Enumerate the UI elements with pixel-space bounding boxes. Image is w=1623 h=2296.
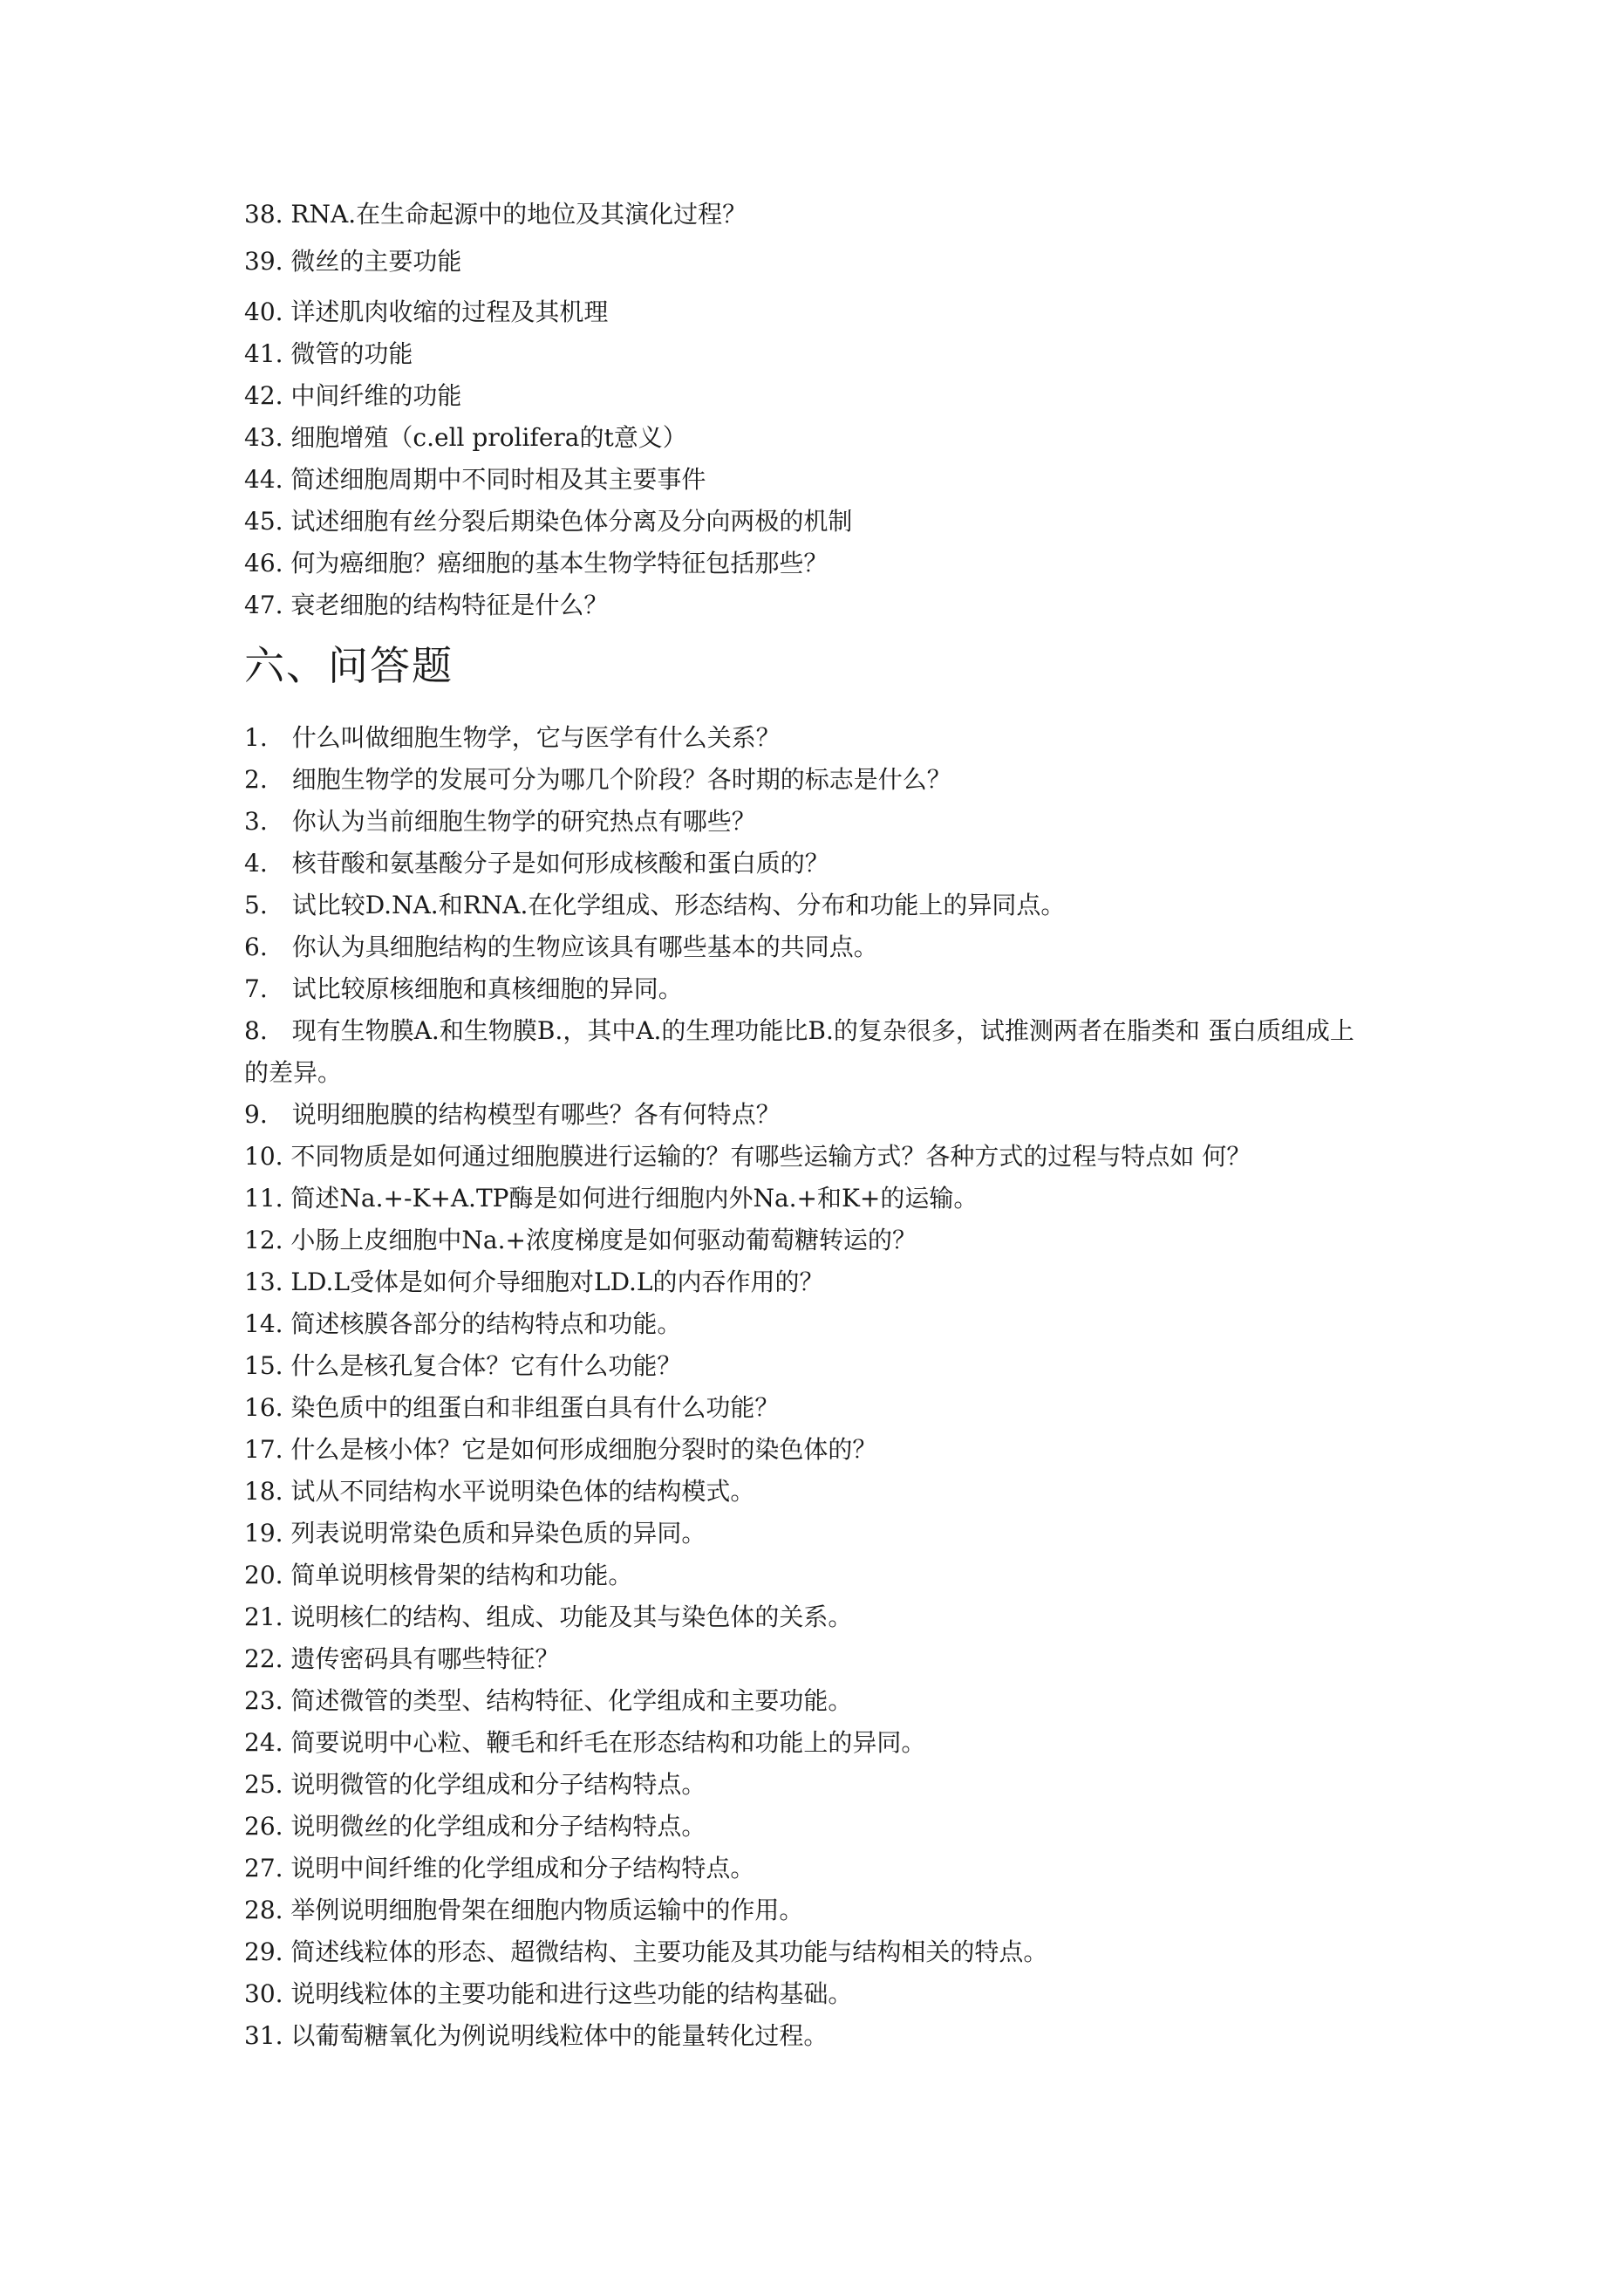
list-item: 39. 微丝的主要功能 xyxy=(244,247,462,276)
list-item: 44. 简述细胞周期中不同时相及其主要事件 xyxy=(244,465,706,494)
list-item: 13. LD.L受体是如何介导细胞对LD.L的内吞作用的？ xyxy=(244,1268,824,1296)
section-heading: 六、问答题 xyxy=(244,642,453,689)
list-item: 18. 试从不同结构水平说明染色体的结构模式。 xyxy=(244,1477,755,1506)
list-item: 24. 简要说明中心粒、鞭毛和纤毛在形态结构和功能上的异同。 xyxy=(244,1728,926,1757)
list-item: 7. 试比较原核细胞和真核细胞的异同。 xyxy=(244,974,683,1003)
list-item: 28. 举例说明细胞骨架在细胞内物质运输中的作用。 xyxy=(244,1896,804,1924)
list-item: 26. 说明微丝的化学组成和分子结构特点。 xyxy=(244,1812,706,1841)
list-item: 43. 细胞增殖（c.ell prolifera的t意义） xyxy=(244,423,687,452)
list-item: 31. 以葡萄糖氧化为例说明线粒体中的能量转化过程。 xyxy=(244,2021,829,2050)
list-item: 15. 什么是核孔复合体？它有什么功能？ xyxy=(244,1351,682,1380)
list-item: 27. 说明中间纤维的化学组成和分子结构特点。 xyxy=(244,1854,755,1883)
list-item: 2. 细胞生物学的发展可分为哪几个阶段？各时期的标志是什么？ xyxy=(244,765,951,794)
list-item: 8. 现有生物膜A.和生物膜B.，其中A.的生理功能比B.的复杂很多，试推测两者在脂类和 蛋白质组成上的差异。 xyxy=(244,1016,1354,1087)
list-item: 41. 微管的功能 xyxy=(244,339,413,368)
list-item: 38. RNA.在生命起源中的地位及其演化过程？ xyxy=(244,200,747,229)
list-item: 10. 不同物质是如何通过细胞膜进行运输的？有哪些运输方式？各种方式的过程与特点如 何？ xyxy=(244,1142,1251,1171)
list-item: 22. 遗传密码具有哪些特征？ xyxy=(244,1644,560,1673)
list-item: 42. 中间纤维的功能 xyxy=(244,381,462,410)
list-item: 1. 什么叫做细胞生物学，它与医学有什么关系？ xyxy=(244,723,781,752)
list-item: 9. 说明细胞膜的结构模型有哪些？各有何特点？ xyxy=(244,1100,781,1129)
list-item: 47. 衰老细胞的结构特征是什么？ xyxy=(244,591,609,619)
list-item: 4. 核苷酸和氨基酸分子是如何形成核酸和蛋白质的？ xyxy=(244,849,829,878)
list-item: 25. 说明微管的化学组成和分子结构特点。 xyxy=(244,1770,706,1799)
list-item: 6. 你认为具细胞结构的生物应该具有哪些基本的共同点。 xyxy=(244,933,878,961)
list-item: 11. 简述Na.+-K+A.TP酶是如何进行细胞内外Na.+和K+的运输。 xyxy=(244,1184,979,1213)
list-item: 3. 你认为当前细胞生物学的研究热点有哪些？ xyxy=(244,807,756,836)
list-item: 40. 详述肌肉收缩的过程及其机理 xyxy=(244,297,609,326)
list-item: 16. 染色质中的组蛋白和非组蛋白具有什么功能？ xyxy=(244,1393,780,1422)
list-item: 46. 何为癌细胞？癌细胞的基本生物学特征包括那些？ xyxy=(244,549,829,577)
list-item: 17. 什么是核小体？它是如何形成细胞分裂时的染色体的？ xyxy=(244,1435,877,1464)
list-item: 19. 列表说明常染色质和异染色质的异同。 xyxy=(244,1519,706,1548)
list-item: 29. 简述线粒体的形态、超微结构、主要功能及其功能与结构相关的特点。 xyxy=(244,1937,1048,1966)
list-item: 23. 简述微管的类型、结构特征、化学组成和主要功能。 xyxy=(244,1686,853,1715)
list-item: 5. 试比较D.NA.和RNA.在化学组成、形态结构、分布和功能上的异同点。 xyxy=(244,891,1066,919)
list-item: 21. 说明核仁的结构、组成、功能及其与染色体的关系。 xyxy=(244,1602,853,1631)
list-item: 12. 小肠上皮细胞中Na.+浓度梯度是如何驱动葡萄糖转运的？ xyxy=(244,1226,917,1254)
list-item: 14. 简述核膜各部分的结构特点和功能。 xyxy=(244,1309,682,1338)
list-item: 30. 说明线粒体的主要功能和进行这些功能的结构基础。 xyxy=(244,1979,853,2008)
list-item: 45. 试述细胞有丝分裂后期染色体分离及分向两极的机制 xyxy=(244,507,853,536)
list-item: 20. 简单说明核骨架的结构和功能。 xyxy=(244,1561,633,1589)
